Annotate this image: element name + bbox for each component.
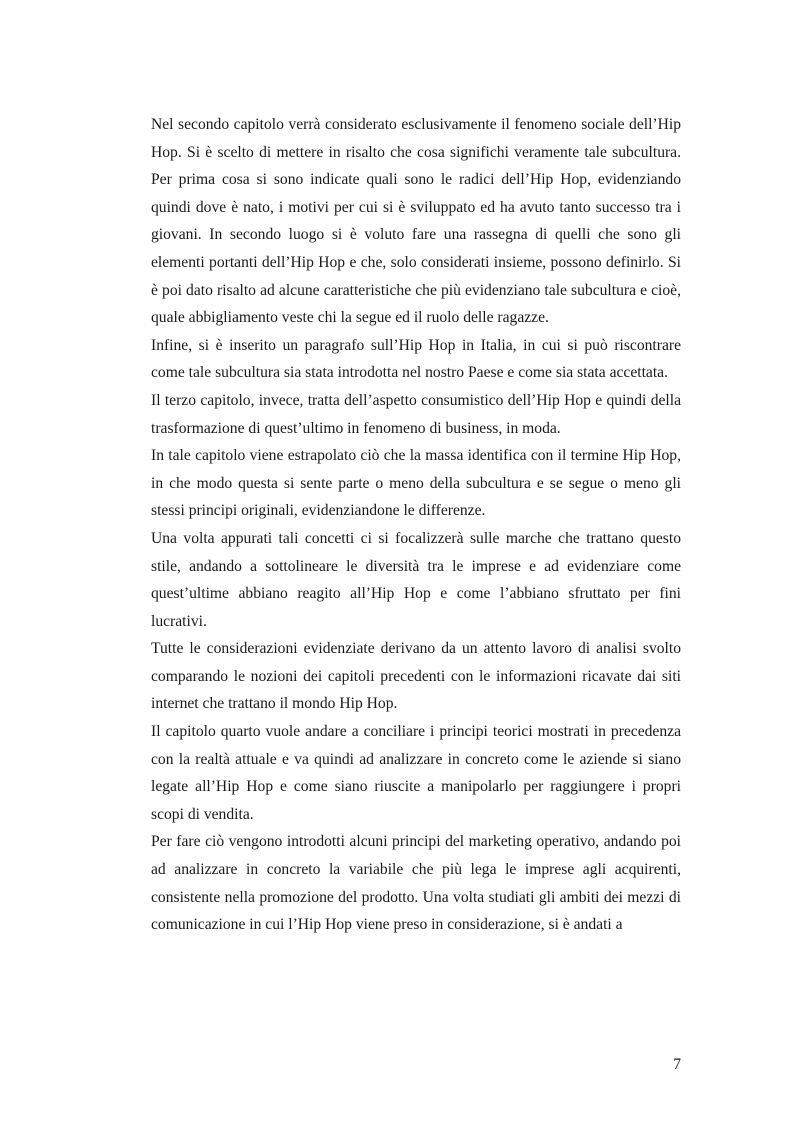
paragraph-chapter-four: Il capitolo quarto vuole andare a conciliare i principi teorici mostrati in precedenza con la realtà attuale e va quindi ad analizzare in concreto come le aziende si siano legate all’Hip Hop e come siano riuscite a manipolarlo per raggiungere i propri scopi di vendita. bbox=[151, 723, 681, 823]
paragraph-analysis: Tutte le considerazioni evidenziate derivano da un attento lavoro di analisi svolto comparando le nozioni dei capitoli precedenti con le informazioni ricavate dai siti internet che trattano il mondo Hip Hop. bbox=[151, 640, 681, 713]
paragraph-mass-identification: In tale capitolo viene estrapolato ciò che la massa identifica con il termine Hip Hop, in che modo questa si sente parte o meno della subcultura e se segue o meno gli stessi principi originali, evidenziandone le differenze. bbox=[151, 447, 681, 520]
body-text bbox=[151, 111, 681, 939]
paragraph-chapter-three: Il terzo capitolo, invece, tratta dell’aspetto consumistico dell’Hip Hop e quindi della trasformazione di quest’ultimo in fenomeno di business, in moda. bbox=[151, 391, 681, 437]
paragraph-hip-hop-italy: Infine, si è inserito un paragrafo sull’Hip Hop in Italia, in cui si può riscontrare come tale subcultura sia stata introdotta nel nostro Paese e come sia stata accettata. bbox=[151, 336, 681, 382]
paragraph-marketing: Per fare ciò vengono introdotti alcuni principi del marketing operativo, andando poi ad analizzare in concreto la variabile che più lega le imprese agli acquirenti, consistente nella promozione del prodotto. Una volta studiati gli ambiti dei mezzi di comunicazione in cui l’Hip Hop viene preso in considerazione, si è andati a bbox=[151, 833, 681, 934]
paragraph-brands: Una volta appurati tali concetti ci si focalizzerà sulle marche che trattano questo stile, andando a sottolineare le diversità tra le imprese e ad evidenziare come quest’ultime abbiano reagito all’Hip Hop e come l’abbiano sfruttato per fini lucrativi. bbox=[151, 529, 681, 630]
paragraph-chapter-two: Nel secondo capitolo verrà considerato esclusivamente il fenomeno sociale dell’Hip Hop. Si è scelto di mettere in risalto che cosa significhi veramente tale subcultura. Per prima cosa si sono indicate quali sono le radici dell’Hip Hop, evidenziando quindi dove è nato, i motivi per cui si è sviluppato ed ha avuto tanto successo tra i giovani. In secondo luogo si è voluto fare una rassegna di quelli che sono gli elementi portanti dell’Hip Hop e che, solo considerati insieme, possono definirlo. Si è poi dato risalto ad alcune caratteristiche che più evidenziano tale subcultura e cioè, quale abbigliamento veste chi la segue ed il ruolo delle ragazze. bbox=[151, 116, 681, 327]
page-number: 7 bbox=[673, 1056, 681, 1073]
